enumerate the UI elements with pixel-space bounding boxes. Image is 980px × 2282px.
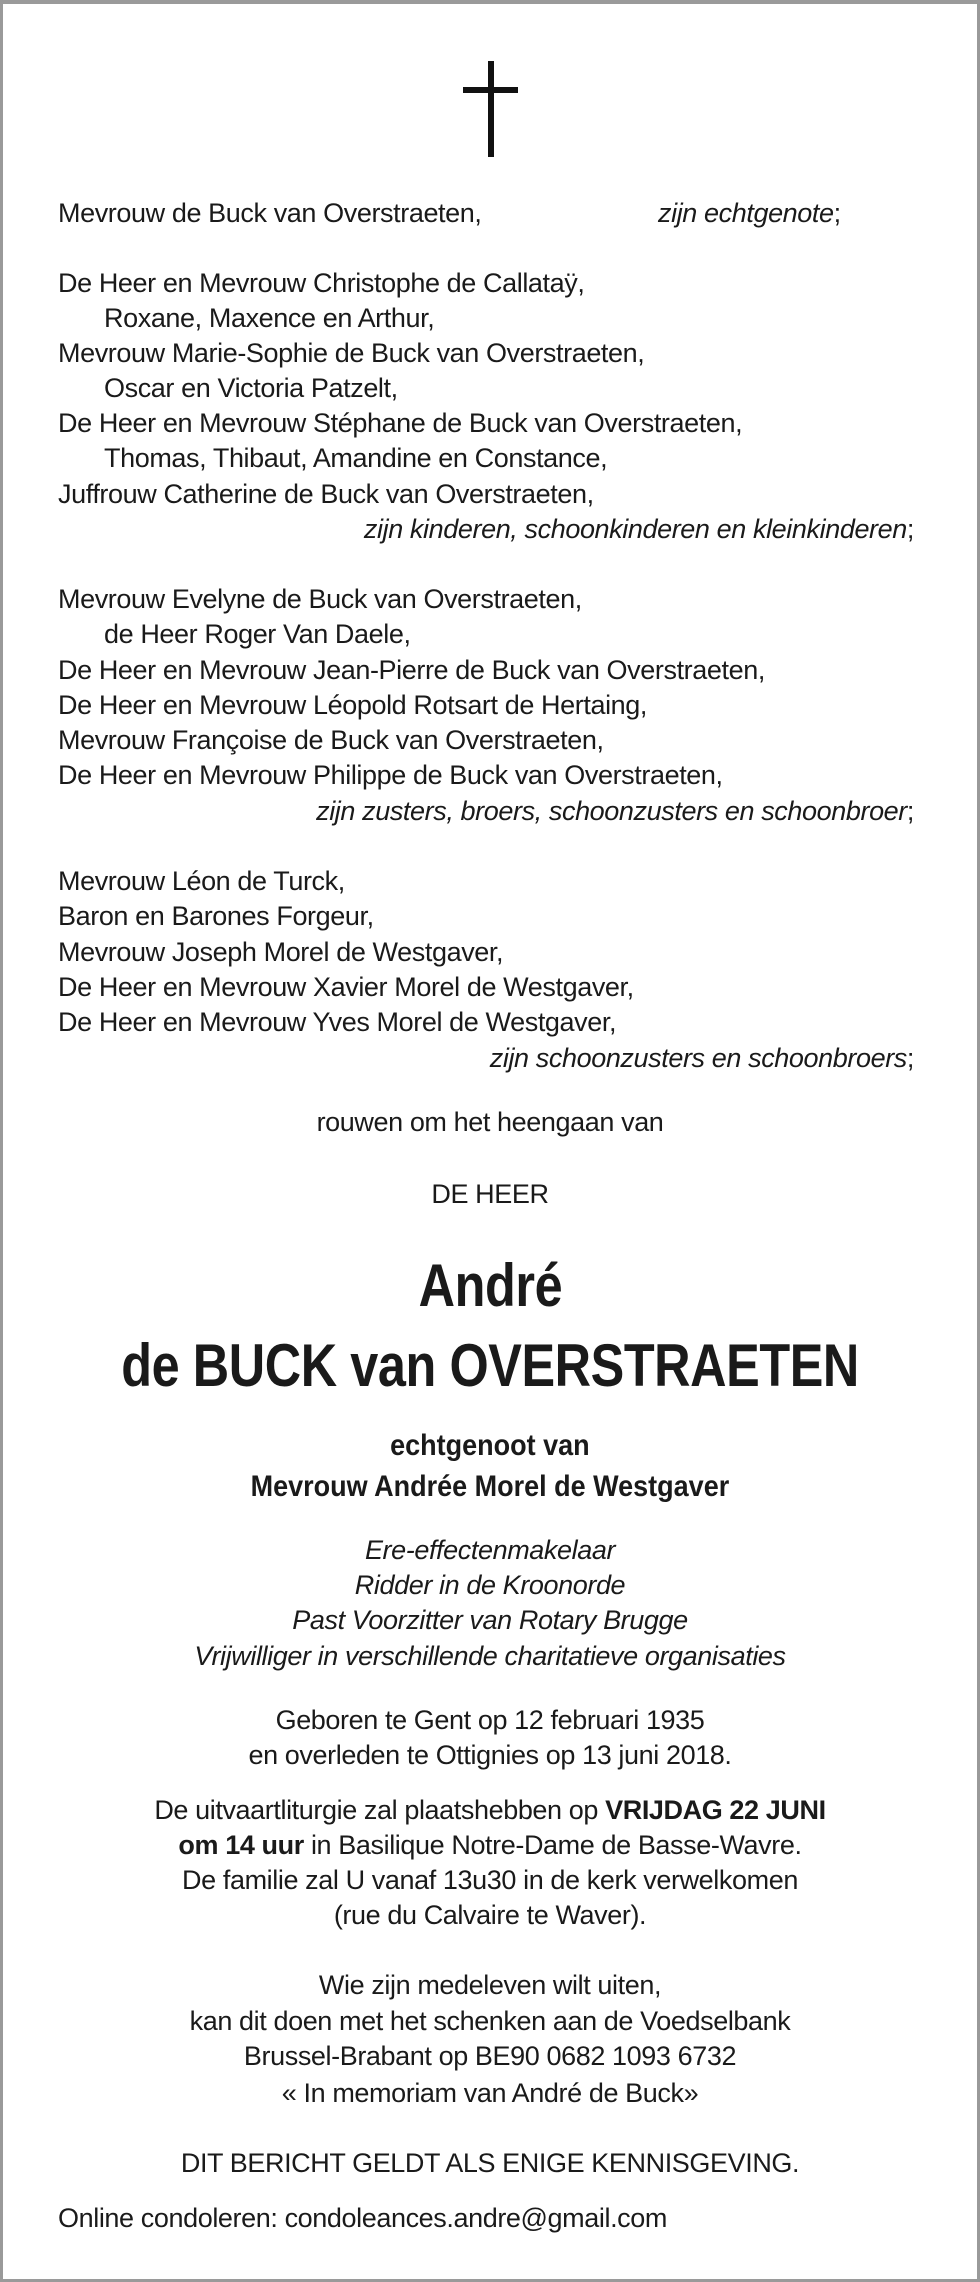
family-line: De Heer en Mevrouw Yves Morel de Westgaver, xyxy=(58,1007,617,1037)
family-line: Mevrouw Evelyne de Buck van Overstraeten, xyxy=(58,584,582,614)
family-line: De Heer en Mevrouw Jean-Pierre de Buck van Overstraeten, xyxy=(58,655,765,685)
relation-punct: ; xyxy=(906,1043,914,1073)
condolences-label: Online condoleren: xyxy=(58,2203,285,2233)
funeral-time: om 14 uur xyxy=(178,1830,304,1860)
family-line: De Heer en Mevrouw Philippe de Buck van Overstraeten, xyxy=(58,760,723,790)
spouse-of-name xyxy=(0,1467,980,1507)
donation-line: Wie zijn medeleven wilt uiten, xyxy=(318,1970,662,2000)
family-line: Mevrouw Françoise de Buck van Overstraeten, xyxy=(58,725,604,755)
siblings-relation xyxy=(316,794,914,829)
inlaws-relation xyxy=(490,1041,914,1076)
last-name-text: de BUCK van OVERSTRAETEN xyxy=(121,1332,859,1399)
cross-vertical xyxy=(488,61,494,157)
title-line: Ridder in de Kroonorde xyxy=(354,1570,626,1600)
spouse-of-label xyxy=(0,1426,980,1466)
funeral-date: VRIJDAG 22 JUNI xyxy=(605,1795,826,1825)
title-line: Ere-effectenmakelaar xyxy=(364,1535,616,1565)
donation-line: Brussel-Brabant op BE90 0682 1093 6732 xyxy=(243,2041,737,2071)
funeral-line-2 xyxy=(0,1828,980,1863)
family-line: Mevrouw Joseph Morel de Westgaver, xyxy=(58,937,504,967)
donation-line: « In memoriam van André de Buck» xyxy=(281,2078,699,2108)
funeral-line-1 xyxy=(0,1793,980,1828)
family-line: Mevrouw Léon de Turck, xyxy=(58,866,345,896)
death-line: en overleden te Ottignies op 13 juni 2018. xyxy=(248,1740,732,1770)
honorific: DE HEER xyxy=(431,1179,549,1209)
relation-text: zijn schoonzusters en schoonbroers xyxy=(489,1043,907,1073)
family-line: Thomas, Thibaut, Amandine en Constance, xyxy=(104,443,608,473)
family-line: De Heer en Mevrouw Christophe de Callataÿ, xyxy=(58,268,585,298)
relation-text: zijn echtgenote xyxy=(658,198,834,228)
family-line: de Heer Roger Van Daele, xyxy=(104,619,411,649)
family-line: Roxane, Maxence en Arthur, xyxy=(104,303,435,333)
relation-text: zijn zusters, broers, schoonzusters en schoonbroer xyxy=(316,796,907,826)
relation-punct: ; xyxy=(906,514,914,544)
funeral-place: in Basilique Notre-Dame de Basse-Wavre. xyxy=(303,1830,802,1860)
family-line: Mevrouw Marie-Sophie de Buck van Overstraeten, xyxy=(58,338,645,368)
funeral-line-3: De familie zal U vanaf 13u30 in de kerk verwelkomen xyxy=(182,1865,798,1895)
spouse-of-name-text: Mevrouw Andrée Morel de Westgaver xyxy=(250,1470,730,1503)
condolences xyxy=(58,2201,667,2236)
family-line: De Heer en Mevrouw Xavier Morel de Westgaver, xyxy=(58,972,634,1002)
family-line: Juffrouw Catherine de Buck van Overstraeten, xyxy=(58,479,594,509)
spouse-relation xyxy=(658,196,841,231)
donation-line: kan dit doen met het schenken aan de Voedselbank xyxy=(189,2006,791,2036)
family-line: De Heer en Mevrouw Stéphane de Buck van Overstraeten, xyxy=(58,408,743,438)
mourn-text: rouwen om het heengaan van xyxy=(316,1107,664,1137)
relation-punct: ; xyxy=(833,198,841,228)
family-line: Baron en Barones Forgeur, xyxy=(58,901,374,931)
spouse-of-label-text: echtgenoot van xyxy=(390,1429,590,1462)
deceased-first-name xyxy=(0,1251,980,1321)
cross-horizontal xyxy=(463,87,518,93)
condolences-email-link[interactable]: condoleances.andre@gmail.com xyxy=(284,2203,667,2233)
deceased-last-name xyxy=(0,1331,980,1401)
relation-punct: ; xyxy=(906,796,914,826)
funeral-text: De uitvaartliturgie zal plaatshebben op xyxy=(154,1795,606,1825)
relation-text: zijn kinderen, schoonkinderen en kleinkinderen xyxy=(363,514,907,544)
notice: DIT BERICHT GELDT ALS ENIGE KENNISGEVING. xyxy=(180,2148,800,2178)
family-line: Oscar en Victoria Patzelt, xyxy=(104,373,398,403)
funeral-line-4: (rue du Calvaire te Waver). xyxy=(333,1900,647,1930)
family-line: De Heer en Mevrouw Léopold Rotsart de Hertaing, xyxy=(58,690,648,720)
first-name-text: André xyxy=(418,1252,562,1319)
children-relation xyxy=(364,512,914,547)
title-line: Vrijwilliger in verschillende charitatieve organisaties xyxy=(194,1641,786,1671)
spouse-name: Mevrouw de Buck van Overstraeten, xyxy=(58,198,482,228)
title-line: Past Voorzitter van Rotary Brugge xyxy=(292,1605,688,1635)
birth-line: Geboren te Gent op 12 februari 1935 xyxy=(275,1705,705,1735)
